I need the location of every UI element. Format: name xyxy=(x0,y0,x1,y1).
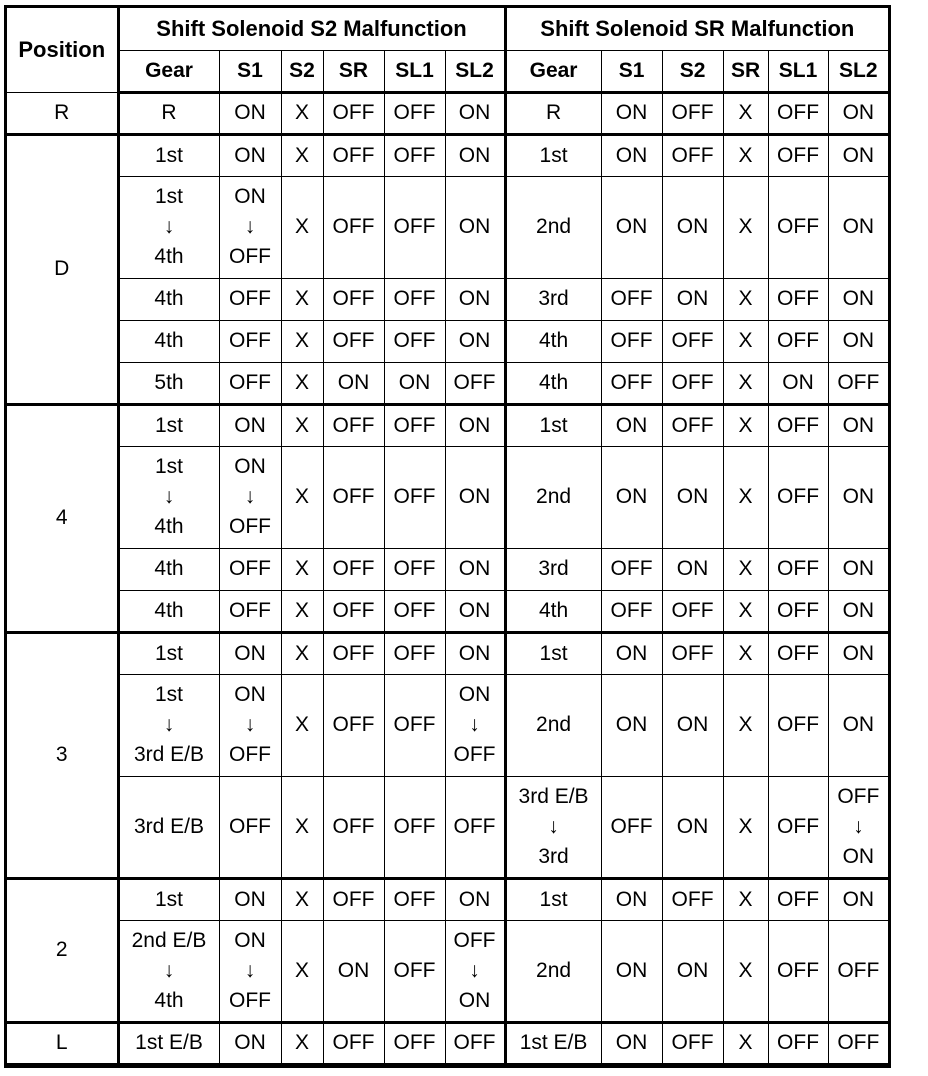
cell-sr: OFF xyxy=(323,632,384,674)
cell-s2: X xyxy=(281,278,323,320)
cell-gear: 4th xyxy=(118,278,219,320)
col-header-s1: S1 xyxy=(219,50,281,92)
cell-sl2: ON xyxy=(445,632,505,674)
cell-sl2 xyxy=(445,674,505,776)
table-row xyxy=(7,404,888,446)
cell-s2: X xyxy=(281,362,323,404)
cell-sl2: ON xyxy=(828,320,888,362)
cell-s2: ON xyxy=(662,548,723,590)
cell-sl1: OFF xyxy=(768,1022,828,1064)
cell-sl1: OFF xyxy=(768,176,828,278)
cell-s1: OFF xyxy=(601,590,662,632)
col-header-s1: S1 xyxy=(601,50,662,92)
cell-line: 3rd xyxy=(538,844,569,868)
cell-line: ↓ xyxy=(244,958,256,982)
position-cell: L xyxy=(7,1022,118,1064)
cell-gear: 1st E/B xyxy=(118,1022,219,1064)
col-header-sl2: SL2 xyxy=(445,50,505,92)
table-row xyxy=(7,92,888,134)
cell-s1: OFF xyxy=(601,362,662,404)
cell-line: ↓ xyxy=(163,215,175,238)
table-row xyxy=(7,278,888,320)
cell-sr: X xyxy=(723,1022,768,1064)
table-row xyxy=(7,134,888,176)
cell-s1: ON xyxy=(219,404,281,446)
cell-sl1: OFF xyxy=(384,920,445,1022)
table-body xyxy=(7,92,888,1064)
cell-s1 xyxy=(219,176,281,278)
cell-s2: X xyxy=(281,548,323,590)
cell-sl2: ON xyxy=(828,278,888,320)
cell-gear: 1st xyxy=(505,632,601,674)
cell-sl1: OFF xyxy=(768,446,828,548)
cell-sl1: OFF xyxy=(768,404,828,446)
cell-sl1: OFF xyxy=(768,632,828,674)
cell-sl1: ON xyxy=(384,362,445,404)
position-header: Position xyxy=(7,8,118,92)
position-cell: 4 xyxy=(7,404,118,632)
solenoid-malfunction-table xyxy=(7,8,888,1066)
cell-sl1: OFF xyxy=(768,776,828,878)
position-cell: D xyxy=(7,134,118,404)
cell-gear: R xyxy=(118,92,219,134)
cell-gear xyxy=(118,920,219,1022)
col-header-sl1: SL1 xyxy=(768,50,828,92)
cell-s2: ON xyxy=(662,920,723,1022)
cell-line: ↓ xyxy=(548,814,559,838)
cell-s1: OFF xyxy=(219,320,281,362)
cell-sr: ON xyxy=(323,920,384,1022)
cell-s1: ON xyxy=(601,1022,662,1064)
s2-malfunction-header: Shift Solenoid S2 Malfunction xyxy=(118,8,505,50)
table-row xyxy=(7,176,888,278)
cell-sl1: OFF xyxy=(384,590,445,632)
cell-sl1: OFF xyxy=(768,134,828,176)
cell-s1: OFF xyxy=(219,776,281,878)
cell-s1: ON xyxy=(219,92,281,134)
cell-s2: ON xyxy=(662,776,723,878)
cell-s2: X xyxy=(281,674,323,776)
cell-gear: 2nd xyxy=(505,446,601,548)
cell-sr: OFF xyxy=(323,176,384,278)
table-row xyxy=(7,878,888,920)
cell-s1: ON xyxy=(601,446,662,548)
cell-s2: X xyxy=(281,134,323,176)
cell-sl2: ON xyxy=(445,92,505,134)
cell-s1: ON xyxy=(601,176,662,278)
cell-s1: OFF xyxy=(219,548,281,590)
cell-sl1: OFF xyxy=(384,92,445,134)
cell-line: OFF xyxy=(837,784,880,808)
cell-sr: OFF xyxy=(323,878,384,920)
cell-line: ON xyxy=(458,988,491,1012)
cell-s2: OFF xyxy=(662,590,723,632)
table-row xyxy=(7,320,888,362)
cell-s2: ON xyxy=(662,278,723,320)
cell-s1: ON xyxy=(219,134,281,176)
cell-sl1: OFF xyxy=(768,278,828,320)
cell-s2: ON xyxy=(662,176,723,278)
cell-s2: OFF xyxy=(662,632,723,674)
table-row xyxy=(7,1022,888,1064)
cell-sl1: OFF xyxy=(384,320,445,362)
cell-sr: X xyxy=(723,134,768,176)
cell-sr: X xyxy=(723,548,768,590)
cell-sl1: OFF xyxy=(384,776,445,878)
cell-sl1: OFF xyxy=(384,134,445,176)
cell-sl2 xyxy=(445,920,505,1022)
cell-line: ON xyxy=(234,928,266,952)
cell-line: ↓ xyxy=(244,713,256,736)
col-header-sl1: SL1 xyxy=(384,50,445,92)
table-row xyxy=(7,590,888,632)
cell-line: OFF xyxy=(229,988,271,1012)
cell-gear: 2nd xyxy=(505,176,601,278)
cell-sr: X xyxy=(723,320,768,362)
table-row xyxy=(7,674,888,776)
cell-line: ↓ xyxy=(163,958,175,982)
cell-s2: ON xyxy=(662,446,723,548)
cell-line: ↓ xyxy=(163,485,175,508)
table-row xyxy=(7,920,888,1022)
cell-sr: OFF xyxy=(323,776,384,878)
cell-line: ↓ xyxy=(469,713,480,736)
table-row xyxy=(7,362,888,404)
cell-sr: X xyxy=(723,278,768,320)
cell-s2: OFF xyxy=(662,134,723,176)
cell-s2: OFF xyxy=(662,92,723,134)
cell-line: 1st xyxy=(154,683,183,706)
cell-gear: 1st xyxy=(505,878,601,920)
cell-sl2: ON xyxy=(828,176,888,278)
cell-sr: ON xyxy=(323,362,384,404)
cell-line: OFF xyxy=(229,245,271,268)
cell-s1: ON xyxy=(219,632,281,674)
cell-s1: ON xyxy=(219,1022,281,1064)
cell-sl2: OFF xyxy=(445,1022,505,1064)
cell-line: ON xyxy=(234,455,266,478)
cell-s1: ON xyxy=(601,404,662,446)
cell-line: 4th xyxy=(154,245,184,268)
cell-gear: 4th xyxy=(505,590,601,632)
cell-s1: OFF xyxy=(601,548,662,590)
cell-sr: OFF xyxy=(323,446,384,548)
cell-sl1: OFF xyxy=(384,1022,445,1064)
cell-s2: X xyxy=(281,404,323,446)
cell-sl2: ON xyxy=(828,548,888,590)
column-header-row xyxy=(7,50,888,92)
cell-sl2: ON xyxy=(828,878,888,920)
col-header-sr: SR xyxy=(723,50,768,92)
cell-sl2: OFF xyxy=(828,362,888,404)
cell-gear: 3rd E/B xyxy=(118,776,219,878)
cell-gear xyxy=(118,674,219,776)
cell-sl2: ON xyxy=(445,446,505,548)
cell-s1: OFF xyxy=(601,278,662,320)
table-row xyxy=(7,632,888,674)
cell-sl1: OFF xyxy=(768,320,828,362)
cell-line: ON xyxy=(458,683,491,706)
cell-sr: X xyxy=(723,362,768,404)
cell-gear: 1st xyxy=(118,878,219,920)
cell-sr: X xyxy=(723,920,768,1022)
cell-sr: X xyxy=(723,674,768,776)
cell-s1 xyxy=(219,674,281,776)
cell-s2: X xyxy=(281,776,323,878)
cell-s1: OFF xyxy=(219,362,281,404)
cell-sl2: ON xyxy=(445,878,505,920)
cell-s2: X xyxy=(281,176,323,278)
cell-line: ↓ xyxy=(469,958,480,982)
cell-sr: OFF xyxy=(323,278,384,320)
cell-sl1: OFF xyxy=(768,920,828,1022)
cell-sr: OFF xyxy=(323,92,384,134)
cell-sr: X xyxy=(723,590,768,632)
col-header-s2: S2 xyxy=(281,50,323,92)
cell-gear xyxy=(118,176,219,278)
cell-s1: OFF xyxy=(601,776,662,878)
cell-sl2: ON xyxy=(445,278,505,320)
cell-sl1: OFF xyxy=(768,878,828,920)
cell-s2: X xyxy=(281,632,323,674)
cell-sl1: OFF xyxy=(768,590,828,632)
cell-gear: 1st xyxy=(118,134,219,176)
cell-sl1: OFF xyxy=(384,404,445,446)
cell-sl1: ON xyxy=(768,362,828,404)
cell-sr: X xyxy=(723,404,768,446)
cell-gear xyxy=(118,446,219,548)
cell-sl2 xyxy=(828,776,888,878)
cell-gear: 1st xyxy=(118,632,219,674)
cell-line: 2nd E/B xyxy=(131,928,207,952)
cell-sl1: OFF xyxy=(768,674,828,776)
cell-gear: 1st xyxy=(118,404,219,446)
cell-s2: OFF xyxy=(662,320,723,362)
cell-line: OFF xyxy=(229,743,271,766)
cell-sl2: ON xyxy=(828,92,888,134)
cell-sl2: OFF xyxy=(828,920,888,1022)
cell-sl2: OFF xyxy=(445,776,505,878)
cell-line: OFF xyxy=(453,743,496,766)
solenoid-table-frame xyxy=(4,5,891,1068)
cell-sl1: OFF xyxy=(384,278,445,320)
table-row xyxy=(7,548,888,590)
col-header-sr: SR xyxy=(323,50,384,92)
cell-sr: X xyxy=(723,446,768,548)
cell-sl2: ON xyxy=(828,674,888,776)
cell-sr: X xyxy=(723,878,768,920)
cell-sr: X xyxy=(723,176,768,278)
cell-line: 3rd E/B xyxy=(133,743,205,766)
cell-sl1: OFF xyxy=(384,674,445,776)
cell-s2: OFF xyxy=(662,878,723,920)
cell-s2: X xyxy=(281,920,323,1022)
cell-s1: ON xyxy=(219,878,281,920)
cell-gear: 2nd xyxy=(505,674,601,776)
cell-sl2: ON xyxy=(445,590,505,632)
cell-sl2: ON xyxy=(828,404,888,446)
cell-line: 3rd E/B xyxy=(518,784,589,808)
cell-s2: OFF xyxy=(662,1022,723,1064)
cell-sl2: OFF xyxy=(445,362,505,404)
cell-sl2: ON xyxy=(828,632,888,674)
cell-sr: OFF xyxy=(323,134,384,176)
cell-sl1: OFF xyxy=(384,632,445,674)
cell-sl2: ON xyxy=(445,176,505,278)
cell-line: 1st xyxy=(154,455,183,478)
cell-line: ↓ xyxy=(853,814,864,838)
cell-sr: X xyxy=(723,776,768,878)
cell-gear: 4th xyxy=(118,320,219,362)
cell-gear: 5th xyxy=(118,362,219,404)
position-cell: R xyxy=(7,92,118,134)
group-header-row xyxy=(7,8,888,50)
cell-gear: 1st xyxy=(505,134,601,176)
cell-line: ON xyxy=(234,683,266,706)
cell-sl2: ON xyxy=(445,404,505,446)
cell-s1 xyxy=(219,920,281,1022)
table-row xyxy=(7,776,888,878)
cell-sl2: ON xyxy=(445,134,505,176)
sr-malfunction-header: Shift Solenoid SR Malfunction xyxy=(505,8,888,50)
cell-s1: ON xyxy=(601,134,662,176)
cell-line: ↓ xyxy=(244,215,256,238)
cell-sl2: ON xyxy=(445,320,505,362)
cell-sl2: ON xyxy=(445,548,505,590)
cell-gear: 4th xyxy=(505,362,601,404)
cell-gear: 1st E/B xyxy=(505,1022,601,1064)
cell-sr: OFF xyxy=(323,548,384,590)
cell-sl1: OFF xyxy=(384,878,445,920)
table-row xyxy=(7,446,888,548)
cell-sl2: OFF xyxy=(828,1022,888,1064)
cell-sl1: OFF xyxy=(384,548,445,590)
cell-s2: X xyxy=(281,1022,323,1064)
cell-sl2: ON xyxy=(828,590,888,632)
cell-s1: ON xyxy=(601,92,662,134)
cell-sr: OFF xyxy=(323,404,384,446)
cell-s1: OFF xyxy=(219,278,281,320)
cell-gear: 3rd xyxy=(505,278,601,320)
cell-gear: 4th xyxy=(505,320,601,362)
cell-gear: 4th xyxy=(118,590,219,632)
position-cell: 2 xyxy=(7,878,118,1022)
cell-s2: X xyxy=(281,320,323,362)
cell-s2: OFF xyxy=(662,404,723,446)
cell-line: ON xyxy=(234,185,266,208)
cell-s1: ON xyxy=(601,878,662,920)
cell-s1: OFF xyxy=(601,320,662,362)
cell-line: ↓ xyxy=(163,713,175,736)
cell-sl1: OFF xyxy=(768,92,828,134)
position-cell: 3 xyxy=(7,632,118,878)
cell-sr: X xyxy=(723,632,768,674)
cell-sr: OFF xyxy=(323,320,384,362)
cell-sl2: ON xyxy=(828,134,888,176)
col-header-s2: S2 xyxy=(662,50,723,92)
cell-line: OFF xyxy=(229,515,271,538)
cell-s2: X xyxy=(281,446,323,548)
cell-s1: ON xyxy=(601,632,662,674)
col-header-gear: Gear xyxy=(118,50,219,92)
cell-sl1: OFF xyxy=(768,548,828,590)
cell-gear: 4th xyxy=(118,548,219,590)
cell-s2: X xyxy=(281,590,323,632)
cell-line: 1st xyxy=(154,185,183,208)
col-header-sl2: SL2 xyxy=(828,50,888,92)
cell-s1 xyxy=(219,446,281,548)
cell-line: OFF xyxy=(453,928,496,952)
cell-sl1: OFF xyxy=(384,176,445,278)
cell-s1: ON xyxy=(601,674,662,776)
cell-line: ON xyxy=(842,844,875,868)
cell-sl2: ON xyxy=(828,446,888,548)
cell-gear: R xyxy=(505,92,601,134)
cell-gear: 3rd xyxy=(505,548,601,590)
cell-line: 4th xyxy=(154,515,184,538)
cell-s1: OFF xyxy=(219,590,281,632)
cell-gear: 2nd xyxy=(505,920,601,1022)
col-header-gear: Gear xyxy=(505,50,601,92)
cell-line: 4th xyxy=(154,988,184,1012)
cell-sr: OFF xyxy=(323,1022,384,1064)
cell-gear xyxy=(505,776,601,878)
cell-s2: ON xyxy=(662,674,723,776)
cell-s2: OFF xyxy=(662,362,723,404)
cell-sr: OFF xyxy=(323,674,384,776)
cell-s1: ON xyxy=(601,920,662,1022)
cell-line: ↓ xyxy=(244,485,256,508)
cell-gear: 1st xyxy=(505,404,601,446)
cell-s2: X xyxy=(281,92,323,134)
cell-sl1: OFF xyxy=(384,446,445,548)
cell-sr: OFF xyxy=(323,590,384,632)
cell-sr: X xyxy=(723,92,768,134)
cell-s2: X xyxy=(281,878,323,920)
